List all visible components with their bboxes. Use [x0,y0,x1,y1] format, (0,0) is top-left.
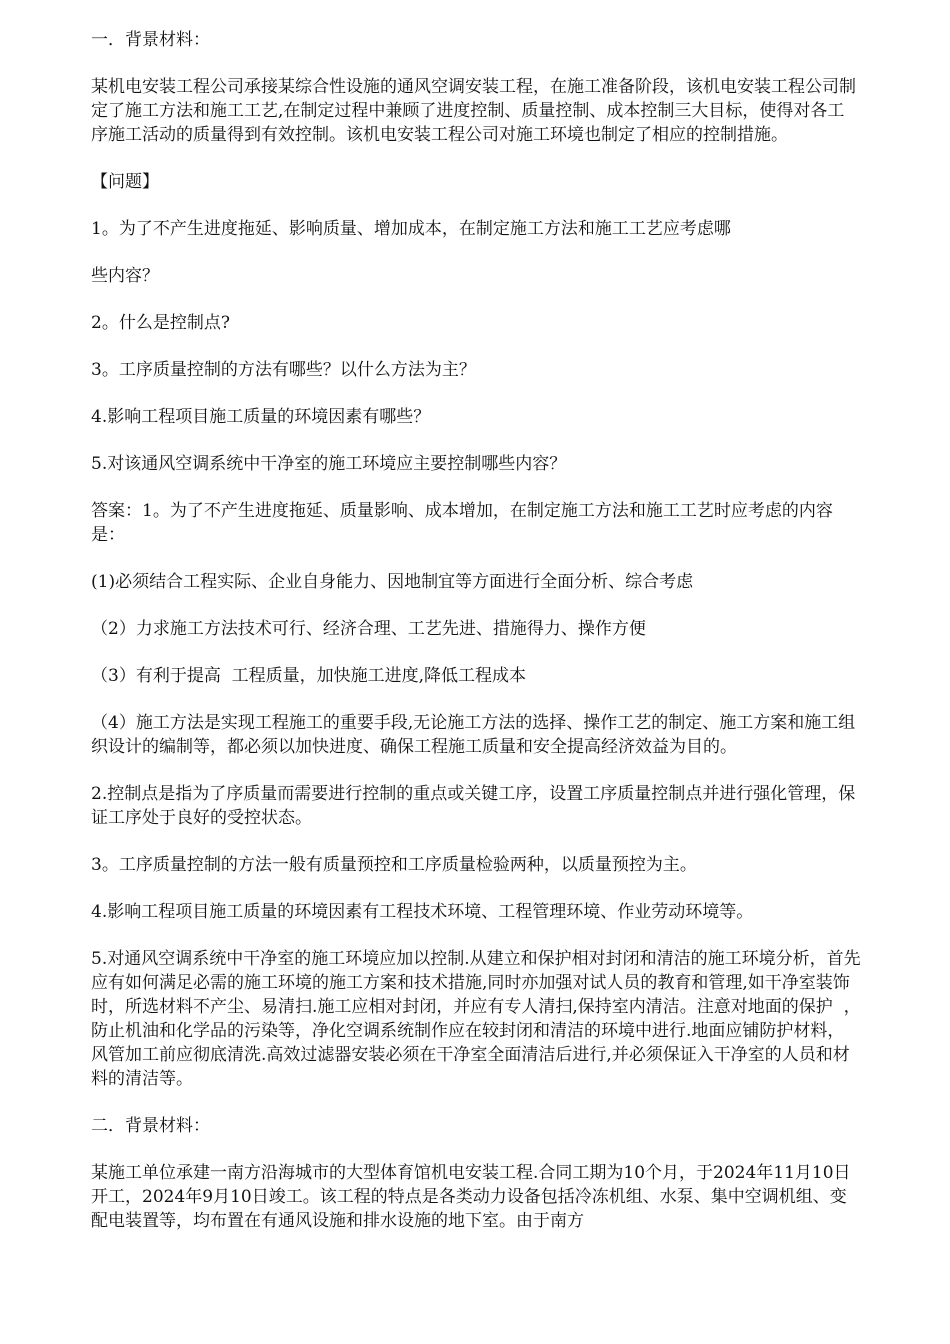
question-5: 5.对该通风空调系统中干净室的施工环境应主要控制哪些内容？ [91,454,567,474]
answer-1-intro: 答案：1。为了不产生进度拖延、质量影响、成本增加，在制定施工方法和施工工艺时应考虑的内容是： [91,501,833,545]
answer-4: 4.影响工程项目施工质量的环境因素有工程技术环境、工程管理环境、作业劳动环境等。 [91,902,754,922]
question-3: 3。工序质量控制的方法有哪些？以什么方法为主？ [91,360,476,380]
answer-2: 2.控制点是指为了序质量而需要进行控制的重点或关键工序，设置工序质量控制点并进行强化管理，保证工序处于良好的受控状态。 [91,784,856,828]
answer-1-item-3: （3）有利于提高 工程质量，加快施工进度,降低工程成本 [91,666,527,686]
question-2: 2。什么是控制点? [91,313,230,333]
section-one-heading: 一．背景材料： [91,30,210,50]
question-1-continued: 些内容？ [91,266,159,286]
section-two-background: 某施工单位承建一南方沿海城市的大型体育馆机电安装工程.合同工期为10个月，于2024年11月10日开工，2024年9月10日竣工。该工程的特点是各类动力设备包括冷冻机组、水泵、集中空调机组、变配电装置等，均布置在有通风设施和排水设施的地下室。由于南方 [91,1163,851,1231]
answer-5: 5.对通风空调系统中干净室的施工环境应加以控制.从建立和保护相对封闭和清洁的施工环境分析，首先应有如何满足必需的施工环境的施工方案和技术措施,同时亦加强对试人员的教育和管理,如干净室装饰时，所选材料不产尘、易清扫.施工应相对封闭，并应有专人清扫,保持室内清洁。注意对地面的保护 ，防止机油和化学品的污染等，净化空调系统制作应在较封闭和清洁的环境中进行.地面应铺防护材料，风管加工前应彻底清洗.高效过滤器安装必须在干净室全面清洁后进行,并必须保证入干净室的人员和材料的清洁等。 [91,949,861,1089]
document-page [91,28,861,1256]
answer-1-item-1: (1)必须结合工程实际、企业自身能力、因地制宜等方面进行全面分析、综合考虑 [91,572,694,592]
answer-1-item-4: （4）施工方法是实现工程施工的重要手段,无论施工方法的选择、操作工艺的制定、施工方案和施工组织设计的编制等，都必须以加快进度、确保工程施工质量和安全提高经济效益为目的。 [91,713,856,757]
answer-3: 3。工序质量控制的方法一般有质量预控和工序质量检验两种，以质量预控为主。 [91,855,697,875]
questions-heading: 【问题】 [91,172,159,192]
answer-1-item-2: （2）力求施工方法技术可行、经济合理、工艺先进、措施得力、操作方便 [91,619,646,639]
question-4: 4.影响工程项目施工质量的环境因素有哪些？ [91,407,431,427]
background-paragraph: 某机电安装工程公司承接某综合性设施的通风空调安装工程，在施工准备阶段，该机电安装工程公司制定了施工方法和施工工艺,在制定过程中兼顾了进度控制、质量控制、成本控制三大目标，使得对各工序施工活动的质量得到有效控制。该机电安装工程公司对施工环境也制定了相应的控制措施。 [91,77,856,145]
section-two-heading: 二．背景材料： [91,1116,210,1136]
question-1: 1。为了不产生进度拖延、影响质量、增加成本，在制定施工方法和施工工艺应考虑哪 [91,219,731,239]
